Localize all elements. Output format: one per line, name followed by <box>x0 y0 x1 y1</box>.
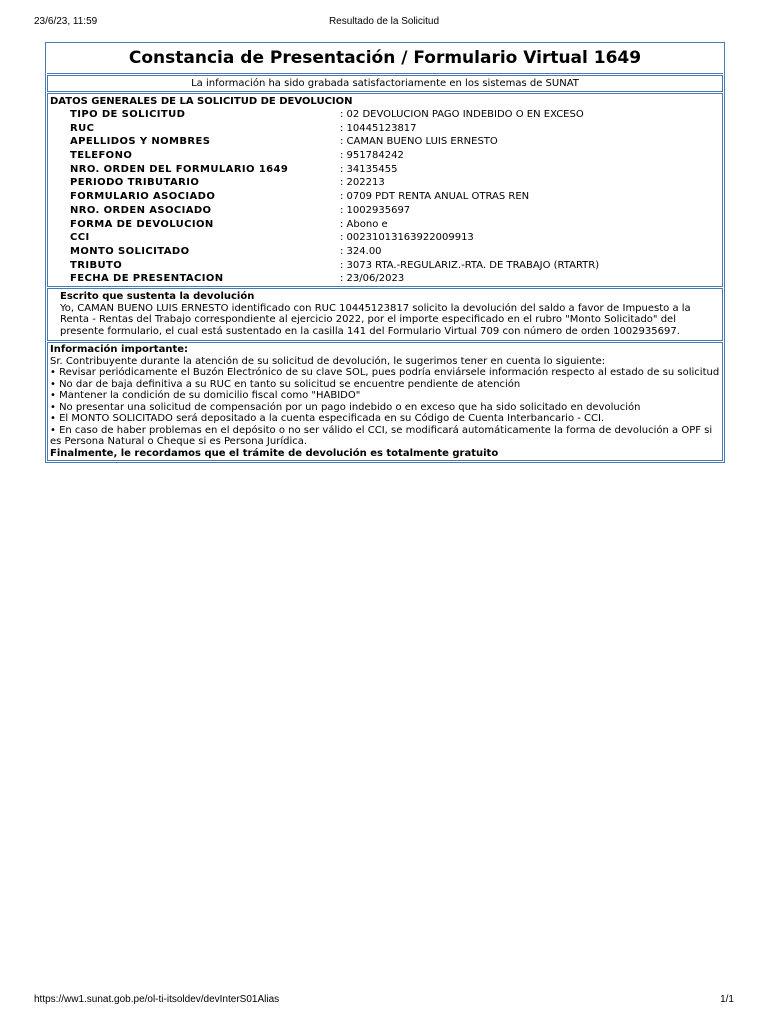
general-data-rows <box>48 108 722 286</box>
field-value: : 00231013163922009913 <box>340 232 474 244</box>
data-row <box>48 190 722 204</box>
print-header <box>34 16 734 30</box>
escrito-section <box>47 288 723 342</box>
field-value: : 0709 PDT RENTA ANUAL OTRAS REN <box>340 191 530 203</box>
field-value: : 34135455 <box>340 163 398 175</box>
data-row <box>48 135 722 149</box>
field-label: APELLIDOS Y NOMBRES <box>70 136 211 148</box>
field-label: NRO. ORDEN DEL FORMULARIO 1649 <box>70 163 289 175</box>
data-row <box>48 163 722 177</box>
form-title: Constancia de Presentación / Formulario Virtual 1649 <box>47 43 723 74</box>
data-row <box>48 259 722 273</box>
field-label: TELEFONO <box>70 150 133 162</box>
field-value: : 324.00 <box>340 245 382 257</box>
constancia-form <box>45 42 725 463</box>
field-label: FECHA DE PRESENTACION <box>70 273 224 285</box>
info-final-note: Finalmente, le recordamos que el trámite de devolución es totalmente gratuito <box>50 447 499 459</box>
list-item: • El MONTO SOLICITADO será depositado a la cuenta especificada en su Código de Cuenta Interbancario - CCI. <box>50 413 720 425</box>
field-value: : 202213 <box>340 177 385 189</box>
data-row <box>48 108 722 122</box>
data-row <box>48 218 722 232</box>
info-heading: Información importante: <box>50 344 189 356</box>
form-subtitle: La información ha sido grabada satisfactoriamente en los sistemas de SUNAT <box>47 75 723 92</box>
data-row <box>48 204 722 218</box>
list-item: • En caso de haber problemas en el depósito o no ser válido el CCI, se modificará automáticamente la forma de devolución a OPF si es Persona Natural o Cheque si es Persona Jurídica. <box>50 425 720 448</box>
list-item: • No presentar una solicitud de compensación por un pago indebido o en exceso que ha sido solicitado en devolución <box>50 402 720 414</box>
field-value: : 10445123817 <box>340 122 417 134</box>
data-row <box>48 176 722 190</box>
field-label: MONTO SOLICITADO <box>70 245 190 257</box>
general-data-heading: DATOS GENERALES DE LA SOLICITUD DE DEVOLUCION <box>50 96 353 107</box>
print-url: https://ww1.sunat.gob.pe/ol-ti-itsoldev/devInterS01Alias <box>34 994 280 1005</box>
print-date: 23/6/23, 11:59 <box>34 16 98 27</box>
data-row <box>48 231 722 245</box>
field-value: : 3073 RTA.-REGULARIZ.-RTA. DE TRABAJO (RTARTR) <box>340 259 600 271</box>
general-data-section <box>47 93 723 287</box>
escrito-text: Yo, CAMAN BUENO LUIS ERNESTO identificado con RUC 10445123817 solicito la devolución del saldo a favor de Impuesto a la Renta - Rentas del Trabajo correspondiente al ejercicio 2022, por el importe especificado en el rubro "Monto Solicitado" del presente formulario, el cual está sustentado en la casilla 141 del Formulario Virtual 709 con número de orden 1002935697. <box>60 302 691 337</box>
field-value: : 23/06/2023 <box>340 273 405 285</box>
info-list <box>50 367 720 448</box>
field-label: NRO. ORDEN ASOCIADO <box>70 204 212 216</box>
field-label: RUC <box>70 122 95 134</box>
field-value: : Abono e <box>340 218 388 230</box>
list-item: • Mantener la condición de su domicilio fiscal como "HABIDO" <box>50 390 720 402</box>
data-row <box>48 122 722 136</box>
field-value: : 02 DEVOLUCION PAGO INDEBIDO O EN EXCESO <box>340 109 584 120</box>
data-row <box>48 245 722 259</box>
field-label: TIPO DE SOLICITUD <box>70 109 186 120</box>
data-row <box>48 149 722 163</box>
escrito-heading: Escrito que sustenta la devolución <box>60 290 255 302</box>
important-info-section <box>47 342 723 461</box>
info-intro: Sr. Contribuyente durante la atención de su solicitud de devolución, le sugerimos tener en cuenta lo siguiente: <box>50 355 606 367</box>
list-item: • Revisar periódicamente el Buzón Electrónico de su clave SOL, pues podría enviársele información respecto al estado de su solicitud <box>50 367 720 379</box>
page-number: 1/1 <box>720 994 734 1005</box>
field-label: CCI <box>70 232 90 244</box>
list-item: • No dar de baja definitiva a su RUC en tanto su solicitud se encuentre pendiente de atención <box>50 379 720 391</box>
field-value: : CAMAN BUENO LUIS ERNESTO <box>340 136 498 148</box>
field-value: : 951784242 <box>340 150 404 162</box>
field-value: : 1002935697 <box>340 204 411 216</box>
field-label: FORMA DE DEVOLUCION <box>70 218 214 230</box>
print-footer <box>34 994 734 1008</box>
print-page-title: Resultado de la Solicitud <box>328 16 440 27</box>
field-label: TRIBUTO <box>70 259 123 271</box>
field-label: PERIODO TRIBUTARIO <box>70 177 200 189</box>
data-row <box>48 272 722 286</box>
field-label: FORMULARIO ASOCIADO <box>70 191 216 203</box>
